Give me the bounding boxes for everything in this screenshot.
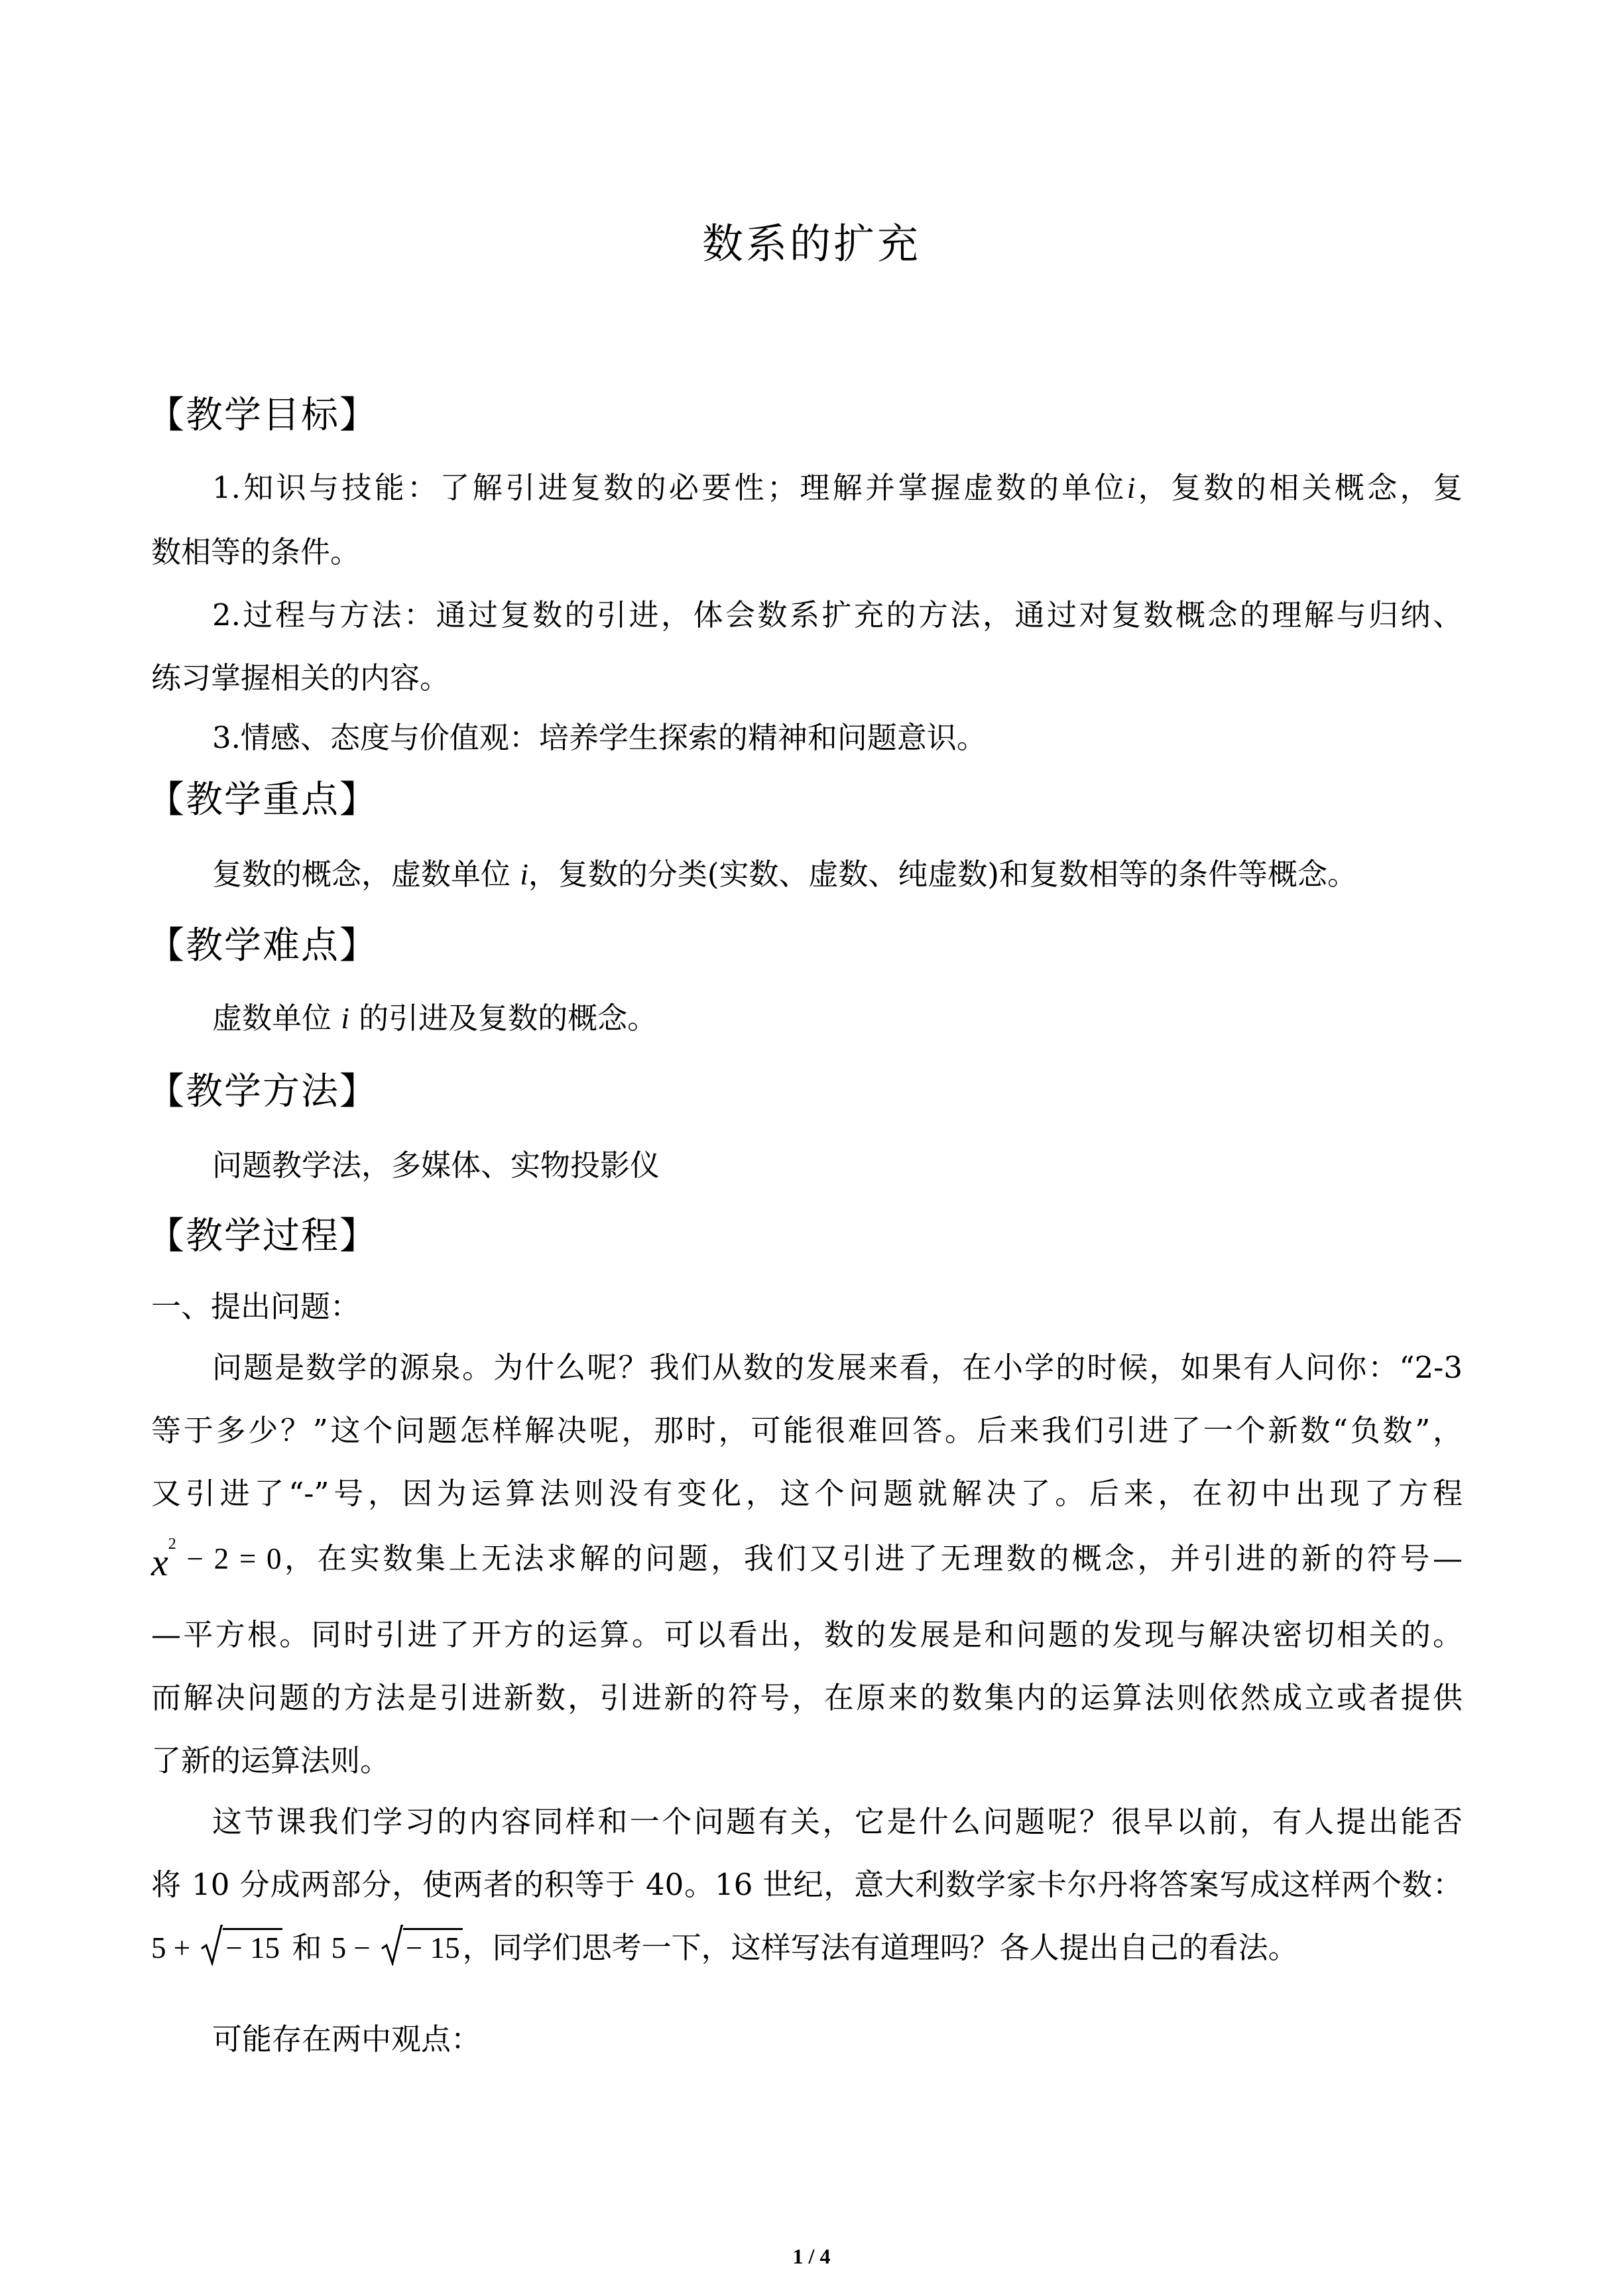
difficulties-text	[212, 1000, 658, 1036]
objective-1-text-end: ，复数的相关概念，复	[1135, 470, 1463, 505]
heading-difficulties: 【教学难点】	[147, 924, 378, 967]
key-points-part-1: 复数的概念，虚数单位	[212, 857, 520, 892]
radical-sign-icon	[200, 1925, 223, 1966]
paragraph-2-line-1: 这节课我们学习的内容同样和一个问题有关，它是什么问题呢？很早以前，有人提出能否	[212, 1804, 1463, 1839]
key-points-text	[212, 859, 1357, 890]
objective-3: 3.情感、态度与价值观：培养学生探索的精神和问题意识。	[212, 720, 987, 755]
conjunction-and: 和	[282, 1930, 331, 1965]
paragraph-1-line-1: 问题是数学的源泉。为什么呢？我们从数的发展来看，在小学的时候，如果有人问你：“2-3	[212, 1350, 1463, 1385]
heading-methods: 【教学方法】	[147, 1070, 378, 1113]
heading-objectives: 【教学目标】	[147, 394, 378, 437]
radicand-1: − 15	[223, 1928, 282, 1964]
paragraph-1-line-5: —平方根。同时引进了开方的运算。可以看出，数的发展是和问题的发现与解决密切相关的。	[151, 1617, 1463, 1652]
paragraph-3: 可能存在两中观点：	[212, 2022, 481, 2057]
objective-2-line-1: 2.过程与方法：通过复数的引进，体会数系扩充的方法，通过对复数概念的理解与归纳、	[212, 597, 1463, 633]
imaginary-unit-var: i	[1126, 471, 1136, 505]
equation-exponent: 2	[168, 1536, 176, 1553]
equation-rest: − 2 = 0	[176, 1542, 282, 1575]
radical-sign-icon	[381, 1925, 403, 1966]
sqrt-expression-1	[200, 1933, 282, 1963]
paragraph-2-line-3	[151, 1930, 1298, 1965]
radicand-2: − 15	[403, 1928, 463, 1964]
paragraph-2-line-2: 将 10 分成两部分，使两者的积等于 40。16 世纪，意大利数学家卡尔丹将答案写成这样两个数：	[151, 1867, 1463, 1902]
heading-key-points: 【教学重点】	[147, 778, 378, 821]
methods-text: 问题教学法，多媒体、实物投影仪	[212, 1148, 660, 1183]
paragraph-2-line-3-text: ，同学们思考一下，这样写法有道理吗？各人提出自己的看法。	[462, 1930, 1298, 1965]
difficulties-part-2: 的引进及复数的概念。	[349, 1000, 658, 1036]
page-number: 1 / 4	[792, 2244, 831, 2268]
difficulties-var: i	[341, 1002, 349, 1035]
sqrt-expression-2	[381, 1933, 463, 1963]
step-1-title: 一、提出问题：	[151, 1289, 361, 1324]
objective-1-line-1	[212, 470, 1463, 505]
paragraph-1-line-6: 而解决问题的方法是引进新数，引进新的符号，在原来的数集内的运算法则依然成立或者提供	[151, 1680, 1463, 1715]
expression-1-lead: 5 +	[151, 1931, 198, 1964]
document-title: 数系的扩充	[701, 219, 921, 268]
paragraph-1-line-7: 了新的运算法则。	[151, 1743, 391, 1778]
difficulties-part-1: 虚数单位	[212, 1000, 341, 1036]
expression-2-lead: 5 −	[331, 1931, 379, 1964]
key-points-part-2: ，复数的分类(实数、虚数、纯虚数)和复数相等的条件等概念。	[528, 857, 1357, 892]
key-points-var: i	[520, 858, 528, 891]
objective-1-line-2: 数相等的条件。	[151, 534, 361, 570]
objective-2-line-2: 练习掌握相关的内容。	[151, 660, 450, 695]
paragraph-1-line-3: 又引进了“-”号，因为运算法则没有变化，这个问题就解决了。后来，在初中出现了方程	[151, 1476, 1463, 1511]
equation-x-squared-minus-2	[151, 1536, 282, 1584]
paragraph-1-line-4-text: ，在实数集上无法求解的问题，我们又引进了无理数的概念，并引进的新的符号—	[281, 1541, 1463, 1576]
heading-process: 【教学过程】	[147, 1215, 378, 1258]
objective-1-text: 1.知识与技能：了解引进复数的必要性；理解并掌握虚数的单位	[212, 470, 1127, 505]
equation-x: x	[151, 1541, 168, 1584]
paragraph-1-line-4	[151, 1536, 1463, 1584]
paragraph-1-line-2: 等于多少？”这个问题怎样解决呢，那时，可能很难回答。后来我们引进了一个新数“负数”，	[151, 1413, 1463, 1448]
